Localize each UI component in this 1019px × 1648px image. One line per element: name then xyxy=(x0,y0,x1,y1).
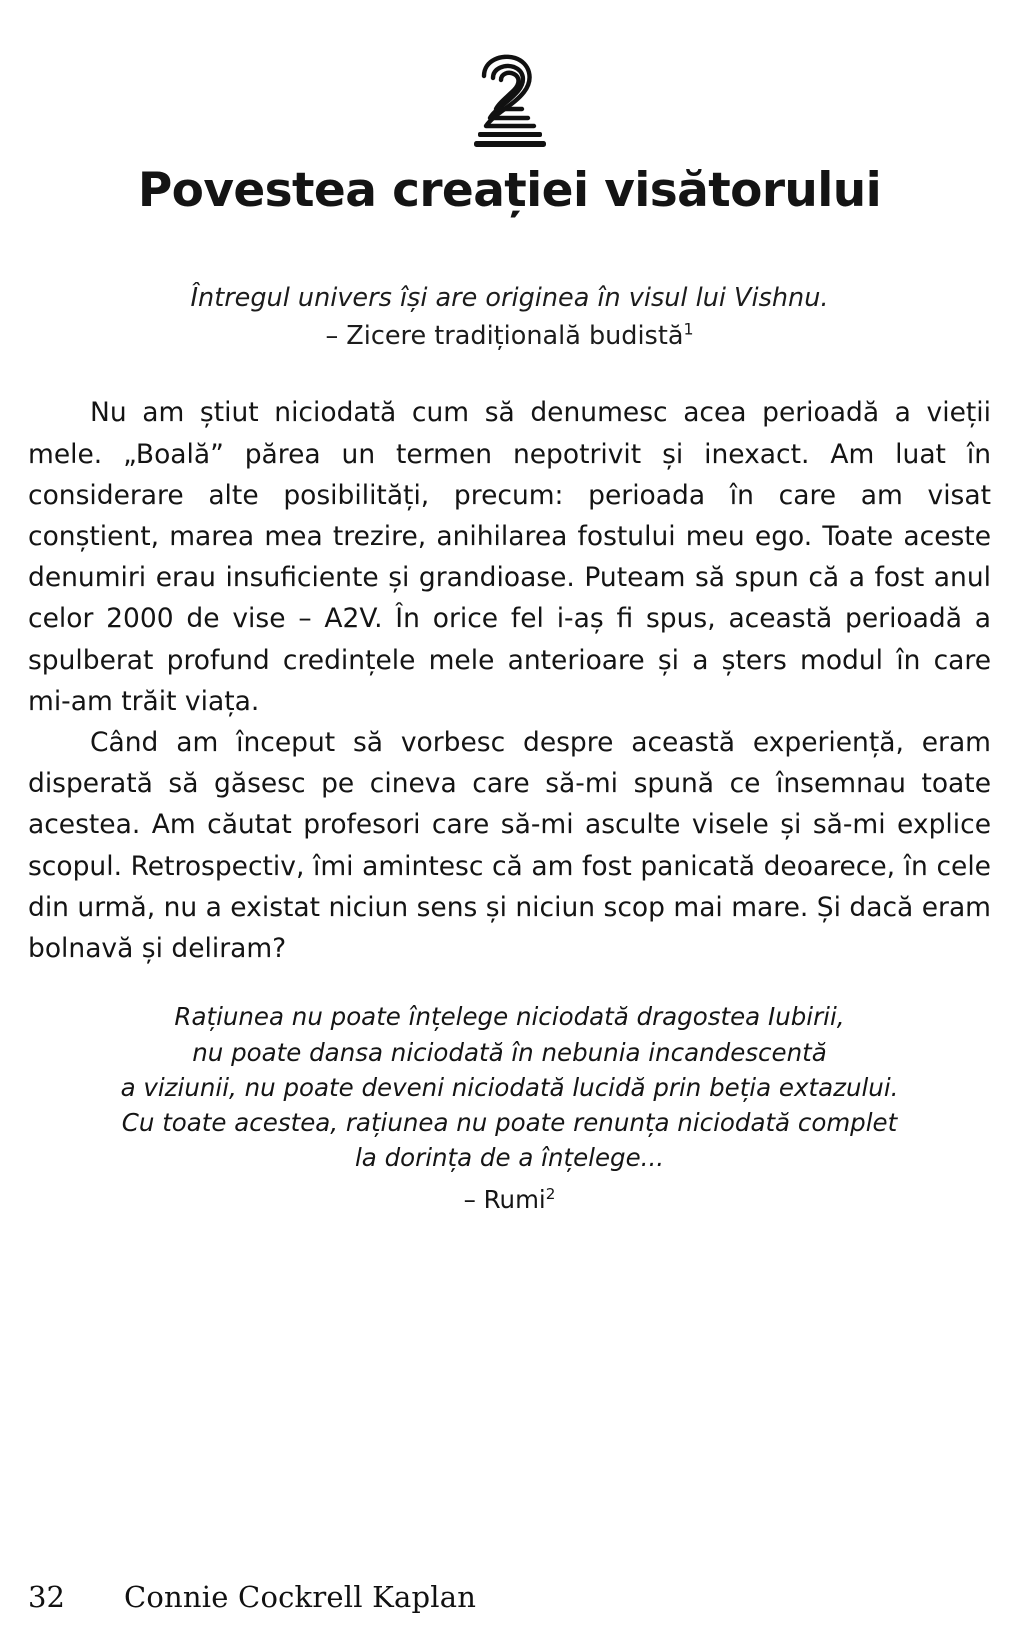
chapter-number-2-ornament xyxy=(28,48,991,158)
epigraph-top xyxy=(28,280,991,354)
footnote-marker-2: 2 xyxy=(545,1184,556,1203)
footnote-marker-1: 1 xyxy=(683,319,694,339)
page-title: Povestea creației visătorului xyxy=(137,163,882,218)
epigraph-bottom-line: a viziunii, nu poate deveni niciodată lucidă prin beția extazului. xyxy=(120,1072,899,1102)
epigraph-bottom xyxy=(28,999,991,1217)
epigraph-bottom-attribution-text: – Rumi xyxy=(463,1184,546,1214)
epigraph-top-attribution xyxy=(28,318,991,354)
paragraph: Când am început să vorbesc despre această experiență, eram disperată să găsesc pe cineva care să-mi spună ce însemnau toate acestea. Am căutat profesori care să-mi asculte visele și să-mi explice scopul. Retrospectiv, îmi amintesc că am fost panicată deoarece, în cele din urmă, nu a existat niciun sens și niciun scop mai mare. Și dacă eram bolnavă și deliram? xyxy=(28,727,991,965)
epigraph-top-attribution-text: – Zicere tradițională budistă xyxy=(325,321,684,352)
epigraph-bottom-line: nu poate dansa niciodată în nebunia incandescentă xyxy=(192,1037,827,1067)
page-number: 32 xyxy=(28,1580,65,1614)
paragraph: Nu am știut niciodată cum să denumesc acea perioadă a vieții mele. „Boală” părea un termen nepotrivit și inexact. Am luat în considerare alte posibilități, precum: perioada în care am visat conștient, marea mea trezire, anihilarea fostului meu ego. Toate aceste denumiri erau insuficiente și grandioase. Puteam să spun că a fost anul celor 2000 de vise – A2V. În orice fel i-aș fi spus, această perioadă a spulberat profund credințele mele anterioare și a șters modul în care mi-am trăit viața. xyxy=(28,397,991,717)
page-footer xyxy=(28,1580,991,1614)
book-page xyxy=(0,48,1019,1648)
footer-author-name: Connie Cockrell Kaplan xyxy=(124,1580,477,1614)
epigraph-bottom-attribution xyxy=(28,1182,991,1217)
epigraph-bottom-line: la dorința de a înțelege... xyxy=(354,1143,665,1173)
epigraph-bottom-line: Rațiunea nu poate înțelege niciodată dragostea Iubirii, xyxy=(174,1002,845,1032)
epigraph-top-quote: Întregul univers își are originea în visul lui Vishnu. xyxy=(190,283,829,314)
epigraph-bottom-line: Cu toate acestea, rațiunea nu poate renunța niciodată complet xyxy=(121,1108,898,1138)
body-text xyxy=(28,392,991,969)
